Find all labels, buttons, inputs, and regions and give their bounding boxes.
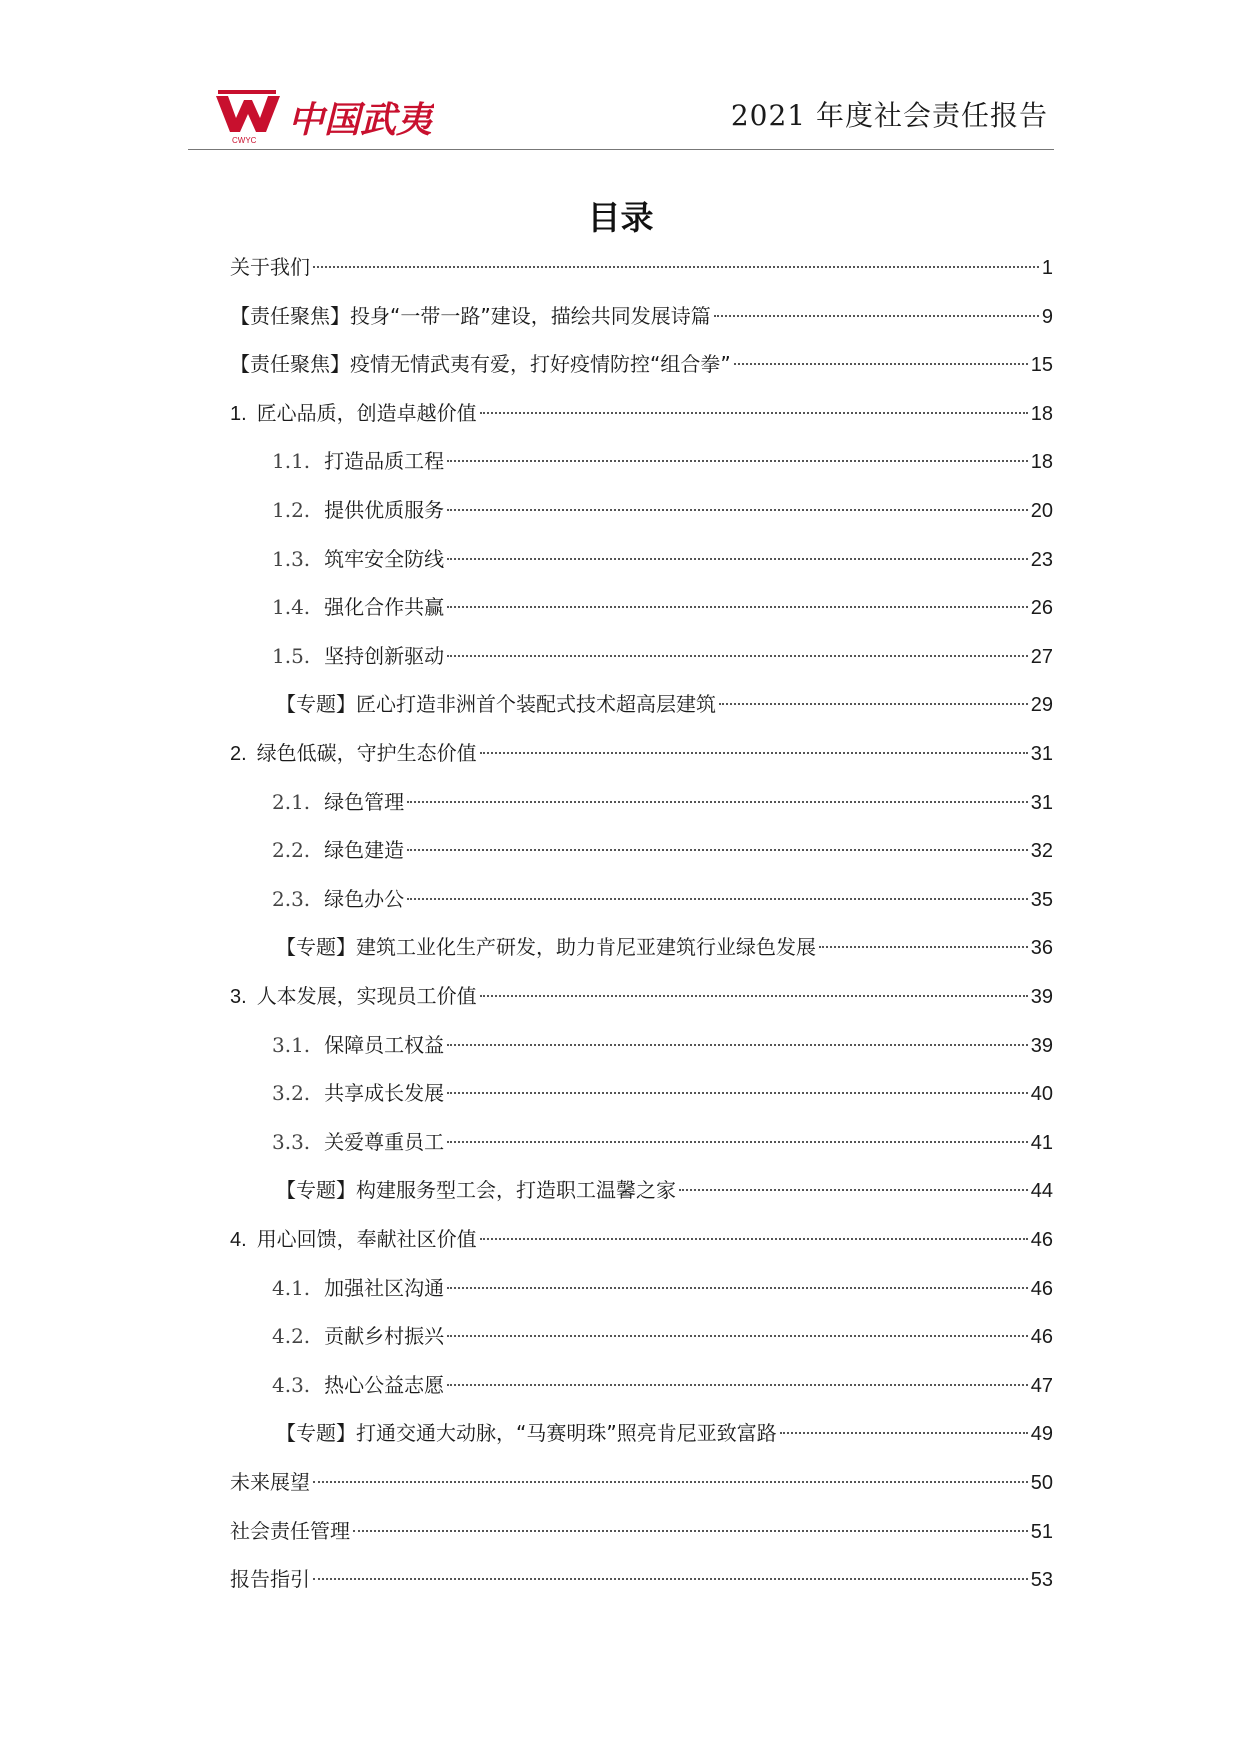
toc-dot-leader: [447, 1092, 1028, 1094]
toc-entry-number: 3.1.: [272, 1032, 311, 1057]
toc-dot-leader: [353, 1530, 1028, 1532]
toc-page-number: 26: [1030, 597, 1053, 620]
toc-entry[interactable]: [272, 1371, 1053, 1400]
toc-entry-label: 用心回馈，奉献社区价值: [256, 1227, 477, 1251]
toc-entry[interactable]: [276, 690, 1053, 719]
toc-entry-number: 2.: [230, 743, 247, 765]
toc-entry[interactable]: [272, 496, 1053, 525]
toc-entry[interactable]: [230, 1565, 1053, 1594]
toc-dot-leader: [407, 849, 1028, 851]
toc-entry[interactable]: [230, 1468, 1053, 1497]
toc-entry-label: 热心公益志愿: [324, 1372, 445, 1397]
toc-entry-label: 筑牢安全防线: [324, 546, 445, 571]
toc-entry-label: 【专题】构建服务型工会，打造职工温馨之家: [276, 1178, 676, 1203]
toc-entry-number: 3.: [230, 986, 247, 1008]
toc-entry-label: 人本发展，实现员工价值: [256, 984, 477, 1008]
toc-page-number: 36: [1030, 937, 1053, 960]
toc-entry[interactable]: [272, 1079, 1053, 1108]
svg-text:CWYC: CWYC: [232, 136, 257, 145]
toc-page-number: 46: [1030, 1326, 1053, 1349]
toc-dot-leader: [313, 1578, 1028, 1580]
toc-entry-label: 共享成长发展: [324, 1081, 445, 1106]
toc-entry-label: 加强社区沟通: [324, 1275, 445, 1300]
toc-dot-leader: [480, 752, 1028, 754]
toc-page-number: 15: [1030, 354, 1053, 377]
toc-dot-leader: [719, 703, 1028, 705]
toc-entry[interactable]: [272, 447, 1053, 476]
toc-entry-number: 4.: [230, 1229, 247, 1251]
toc-dot-leader: [819, 946, 1028, 948]
toc-page-number: 50: [1030, 1472, 1053, 1494]
toc-entry[interactable]: [272, 545, 1053, 574]
toc-entry[interactable]: [230, 982, 1053, 1011]
toc-entry-label: 【专题】匠心打造非洲首个装配式技术超高层建筑: [276, 692, 716, 717]
toc-entry-label: 绿色建造: [324, 838, 405, 863]
toc-entry-label: 关于我们: [230, 255, 310, 279]
toc-dot-leader: [447, 1044, 1028, 1046]
toc-entry[interactable]: [230, 1517, 1053, 1546]
toc-entry[interactable]: [272, 1031, 1053, 1060]
toc-dot-leader: [313, 266, 1039, 268]
toc-page-number: 39: [1030, 986, 1053, 1008]
toc-entry[interactable]: [230, 253, 1053, 282]
toc-dot-leader: [447, 558, 1028, 560]
toc-page-number: 46: [1030, 1229, 1053, 1251]
toc-page-number: 1: [1041, 257, 1053, 279]
svg-text:中国武夷: 中国武夷: [288, 99, 433, 141]
toc-title: 目录: [587, 198, 654, 237]
toc-page-number: 46: [1030, 1277, 1053, 1300]
toc-entry-number: 2.2.: [272, 838, 311, 863]
toc-entry[interactable]: [272, 593, 1053, 622]
toc-entry-label: 未来展望: [230, 1470, 310, 1494]
toc-entry[interactable]: [276, 933, 1053, 962]
toc-page-number: 18: [1030, 402, 1053, 425]
toc-entry-label: 提供优质服务: [324, 498, 445, 522]
toc-entry[interactable]: [230, 302, 1053, 331]
toc-dot-leader: [447, 1384, 1028, 1386]
toc-entry[interactable]: [272, 836, 1053, 865]
toc-page-number: 18: [1030, 451, 1053, 474]
toc-page-number: 9: [1041, 305, 1053, 328]
toc-page-number: 35: [1030, 888, 1053, 911]
toc-entry-label: 绿色办公: [324, 886, 405, 911]
toc-page-number: 44: [1030, 1180, 1053, 1203]
toc-dot-leader: [447, 460, 1028, 462]
toc-page-number: 31: [1030, 791, 1053, 814]
toc-entry-number: 2.1.: [272, 789, 311, 814]
toc-dot-leader: [447, 1335, 1028, 1337]
toc-dot-leader: [447, 1141, 1028, 1143]
toc-dot-leader: [480, 412, 1028, 414]
toc-entry[interactable]: [230, 399, 1053, 428]
toc-entry[interactable]: [230, 739, 1053, 768]
toc-entry-number: 2.3.: [272, 886, 311, 911]
toc-entry-number: 1.2.: [272, 498, 311, 522]
toc-dot-leader: [313, 1481, 1028, 1483]
toc-entry-number: 1.: [230, 402, 247, 425]
toc-entry[interactable]: [230, 350, 1053, 379]
toc-dot-leader: [480, 1238, 1028, 1240]
toc-dot-leader: [447, 509, 1028, 511]
toc-page-number: 49: [1030, 1423, 1053, 1446]
toc-entry-label: 打造品质工程: [324, 449, 445, 474]
toc-dot-leader: [480, 995, 1028, 997]
toc-entry[interactable]: [272, 1274, 1053, 1303]
toc-entry-label: 【专题】建筑工业化生产研发，助力肯尼亚建筑行业绿色发展: [276, 935, 816, 960]
toc-entry[interactable]: [272, 788, 1053, 817]
toc-page-number: 29: [1030, 694, 1053, 717]
toc-entry[interactable]: [276, 1176, 1053, 1205]
toc-entry-label: 保障员工权益: [324, 1032, 445, 1057]
toc-page-number: 40: [1030, 1083, 1053, 1106]
toc-entry-label: 关爱尊重员工: [324, 1129, 445, 1154]
toc-entry-label: 匠心品质，创造卓越价值: [256, 400, 477, 425]
toc-dot-leader: [407, 898, 1028, 900]
toc-entry[interactable]: [272, 1128, 1053, 1157]
toc-entry-number: 1.3.: [272, 546, 311, 571]
toc-entry[interactable]: [230, 1225, 1053, 1254]
toc-dot-leader: [447, 606, 1028, 608]
toc-entry-label: 社会责任管理: [230, 1518, 350, 1543]
toc-entry-label: 绿色低碳，守护生态价值: [256, 741, 477, 765]
header-divider: [188, 149, 1054, 150]
toc-dot-leader: [447, 655, 1028, 657]
toc-page-number: 27: [1030, 645, 1053, 668]
toc-page-number: 47: [1030, 1374, 1053, 1397]
toc-entry-number: 1.1.: [272, 449, 311, 474]
toc-entry[interactable]: [272, 1322, 1053, 1351]
toc-entry-label: 【责任聚焦】投身“一带一路”建设，描绘共同发展诗篇: [230, 303, 711, 328]
toc-page-number: 39: [1030, 1034, 1053, 1057]
toc-dot-leader: [407, 801, 1028, 803]
toc-page-number: 20: [1030, 500, 1053, 522]
toc-entry-number: 1.5.: [272, 643, 311, 668]
company-logo: [214, 88, 434, 146]
toc-page-number: 51: [1030, 1520, 1053, 1543]
toc-page-number: 31: [1030, 743, 1053, 765]
toc-entry-label: 强化合作共赢: [324, 595, 445, 620]
toc-entry-label: 坚持创新驱动: [324, 643, 445, 668]
toc-page-number: 32: [1030, 840, 1053, 863]
page-header: [188, 78, 1054, 150]
toc-dot-leader: [679, 1189, 1028, 1191]
toc-entry-label: 报告指引: [230, 1567, 310, 1592]
toc-entry-number: 1.4.: [272, 595, 311, 620]
toc-entry-number: 3.3.: [272, 1129, 311, 1154]
toc-dot-leader: [780, 1432, 1028, 1434]
toc-entry[interactable]: [272, 642, 1053, 671]
toc-entry-label: 绿色管理: [324, 789, 405, 814]
toc-dot-leader: [734, 363, 1028, 365]
toc-entry-label: 贡献乡村振兴: [324, 1324, 445, 1349]
report-title: 2021 年度社会责任报告: [730, 99, 1048, 132]
toc-page-number: 41: [1030, 1131, 1053, 1154]
toc-entry[interactable]: [272, 885, 1053, 914]
toc-dot-leader: [714, 315, 1039, 317]
toc-page-number: 23: [1030, 548, 1053, 571]
toc-entry-number: 4.1.: [272, 1275, 311, 1300]
toc-entry[interactable]: [276, 1419, 1053, 1448]
toc-page-number: 53: [1030, 1569, 1053, 1592]
toc-dot-leader: [447, 1287, 1028, 1289]
toc-entry-label: 【专题】打通交通大动脉，“马赛明珠”照亮肯尼亚致富路: [276, 1421, 777, 1446]
toc-entry-label: 【责任聚焦】疫情无情武夷有爱，打好疫情防控“组合拳”: [230, 352, 731, 377]
toc-entry-number: 4.2.: [272, 1324, 311, 1349]
toc-entry-number: 3.2.: [272, 1081, 311, 1106]
toc-entry-number: 4.3.: [272, 1372, 311, 1397]
